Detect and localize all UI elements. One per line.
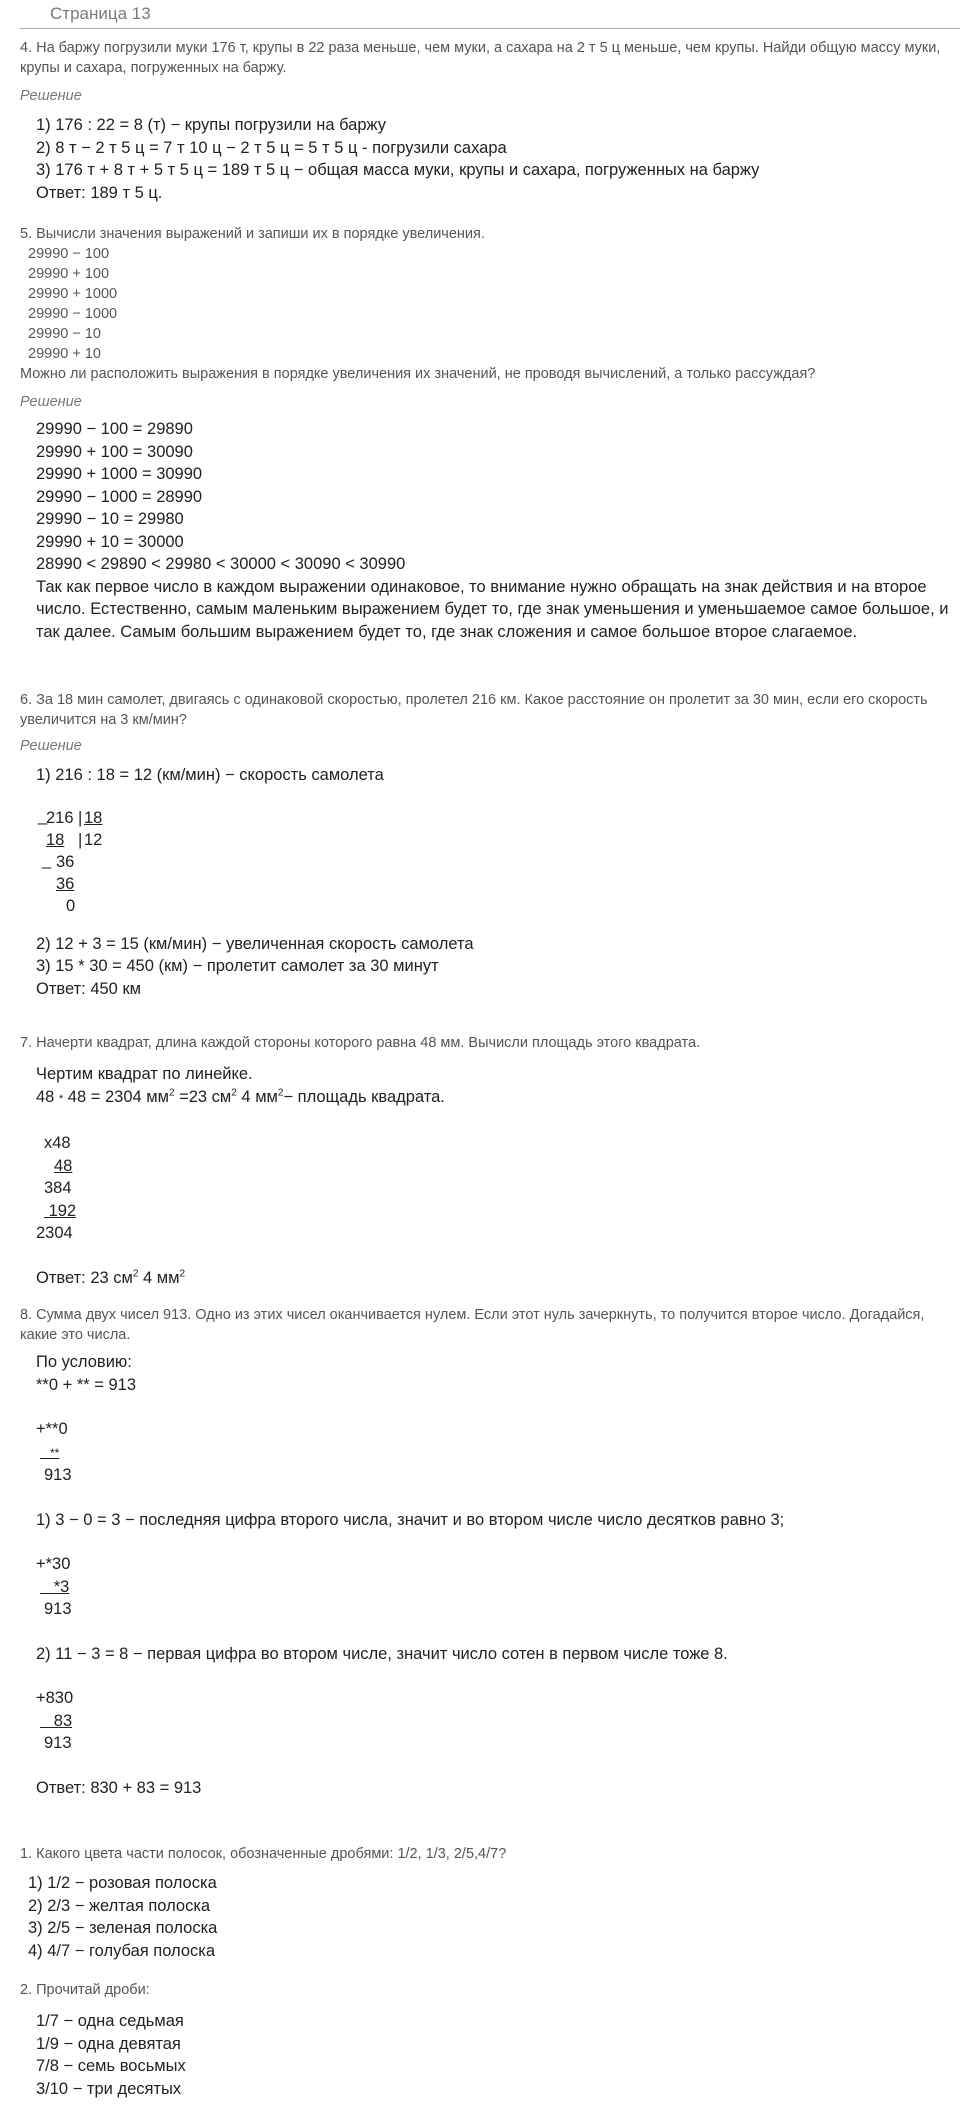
solution-line: Чертим квадрат по линейке. (36, 1065, 253, 1083)
remainder: 0 (66, 896, 76, 915)
page (20, 0, 960, 2098)
column-row: +**0 (36, 1420, 68, 1438)
solution-line: 3) 15 * 30 = 450 (км) − пролетит самолет за 30 минут (36, 957, 439, 975)
long-division: _ 216 | 18 18 | 12 _ 36 36 0 (38, 806, 103, 915)
divisor: 18 (84, 808, 103, 827)
mult-row: 48 (54, 1156, 73, 1175)
solution-line: 29990 − 100 = 29890 (36, 420, 193, 438)
column-row: +*30 (36, 1555, 71, 1573)
answer-line: Ответ: 189 т 5 ц. (36, 183, 163, 202)
solution-line: 2) 11 − 3 = 8 − первая цифра во втором числе, значит число сотен в первом числе тоже 8. (36, 1644, 728, 1663)
solution-line: 1) 216 : 18 = 12 (км/мин) − скорость самолета (36, 766, 384, 784)
solution-line: 29990 + 10 = 30000 (36, 532, 184, 551)
task-8 (20, 1305, 960, 1799)
quotient: 12 (84, 830, 103, 849)
task-6-text: 6. За 18 мин самолет, двигаясь с одинаковой скоростью, пролетел 216 км. Какое расстояние он пролетит за 30 мин, если его скорость увеличится на 3 км/мин? (20, 692, 928, 728)
answer-line: Ответ: 830 + 83 = 913 (36, 1778, 202, 1797)
mult-row: x48 (44, 1134, 71, 1152)
expression: 29990 + 1000 (28, 286, 118, 302)
column-row: 913 (44, 1600, 72, 1618)
question-2 (20, 1980, 960, 2100)
solution-line: 29990 − 10 = 29980 (36, 510, 184, 528)
column-row: *3 (53, 1577, 70, 1596)
answer-line: Ответ: 450 км (36, 979, 142, 998)
answer-line: 1/7 − одна седьмая (36, 2012, 184, 2030)
condition-eq: **0 + ** = 913 (36, 1375, 136, 1394)
task-8-text: 8. Сумма двух чисел 913. Одно из этих чисел оканчивается нулем. Если этот нуль зачеркнуть, то получится второе число. Догадайся, какие это числа. (20, 1307, 925, 1343)
expression: 29990 − 10 (28, 326, 101, 342)
answer-line: 1/9 − одна девятая (36, 2034, 181, 2053)
page-title: Страница 13 (20, 0, 960, 29)
answer-line: 7/8 − семь восьмых (36, 2057, 186, 2075)
task-7 (20, 1033, 960, 1289)
expression: 29990 − 100 (28, 246, 110, 262)
question-1-text: 1. Какого цвета части полосок, обозначенные дробями: 1/2, 1/3, 2/5,4/7? (20, 1846, 507, 1862)
ordering-line: 28990 < 29890 < 29980 < 30000 < 30090 < 30990 (36, 555, 406, 573)
solution-line: 29990 − 1000 = 28990 (36, 487, 203, 506)
question-2-text: 2. Прочитай дроби: (20, 1982, 150, 1998)
answer-line: 3) 2/5 − зеленая полоска (28, 1919, 218, 1937)
mult-row: 384 (44, 1179, 72, 1197)
answer-line: 4) 4/7 − голубая полоска (28, 1941, 216, 1960)
subtrahend: 18 (46, 830, 65, 849)
solution-label: Решение (20, 394, 82, 410)
dividend: 216 (46, 808, 74, 827)
solution-line: 1) 176 : 22 = 8 (т) − крупы погрузили на баржу (36, 116, 386, 134)
task-5-question: Можно ли расположить выражения в порядке увеличения их значений, не проводя вычислений, а только рассуждая? (20, 366, 816, 382)
answer-line: 2) 2/3 − желтая полоска (28, 1896, 211, 1915)
task-5 (20, 224, 960, 643)
mult-row: 2304 (36, 1224, 73, 1242)
expression: 29990 + 100 (28, 266, 110, 282)
remainder: 36 (56, 852, 75, 871)
explanation: Так как первое число в каждом выражении одинаковое, то внимание нужно обращать на знак действия и на второе число. Естественно, самым маленьким выражением будет то, где знак уменьшения и уменьшаемое самое большое, и так далее. Самым большим выражением будет то, где знак сложения и самое большое второе слагаемое. (36, 577, 949, 641)
column-row: 83 (53, 1711, 73, 1730)
expression: 29990 − 1000 (28, 306, 118, 322)
column-row: +830 (36, 1689, 74, 1707)
question-1 (20, 1844, 960, 1962)
subtrahend: 36 (56, 874, 75, 893)
task-6 (20, 690, 960, 1000)
task-4 (20, 38, 960, 204)
solution-line: 2) 12 + 3 = 15 (км/мин) − увеличенная скорость самолета (36, 934, 474, 953)
area-line: 48 * 48 = 2304 $мм^2 =23$ $см^2$ 4 $мм^2-$ площадь квадрата. (36, 1087, 445, 1106)
column-row: 913 (44, 1466, 72, 1484)
solution-label: Решение (20, 738, 82, 754)
answer-line: 1) 1/2 − розовая полоска (28, 1874, 217, 1892)
task-5-text: 5. Вычисли значения выражений и запиши их в порядке увеличения. (20, 226, 485, 242)
solution-line: 3) 176 т + 8 т + 5 т 5 ц = 189 т 5 ц − общая масса муки, крупы и сахара, погруженных на баржу (36, 161, 760, 179)
expression: 29990 + 10 (28, 346, 101, 362)
task-7-text: 7. Начерти квадрат, длина каждой стороны которого равна 48 мм. Вычисли площадь этого квадрата. (20, 1035, 701, 1051)
solution-line: 2) 8 т − 2 т 5 ц = 7 т 10 ц − 2 т 5 ц = 5 т 5 ц - погрузили сахара (36, 138, 507, 157)
task-4-text: 4. На баржу погрузили муки 176 т, крупы в 22 раза меньше, чем муки, а сахара на 2 т 5 ц меньше, чем крупы. Найди общую массу муки, крупы и сахара, погруженных на баржу. (20, 40, 941, 76)
solution-label: Решение (20, 88, 82, 104)
answer-line: Ответ: 23 $см^2$ 4 $мм^2$ (36, 1268, 186, 1287)
mult-row: 192 (48, 1201, 77, 1220)
solution-line: 29990 + 100 = 30090 (36, 442, 193, 461)
solution-line: 1) 3 − 0 = 3 − последняя цифра второго числа, значит и во втором числе число десятков равно 3; (36, 1510, 785, 1529)
column-row: 913 (44, 1734, 72, 1752)
condition-label: По условию: (36, 1353, 132, 1371)
solution-line: 29990 + 1000 = 30990 (36, 465, 203, 483)
answer-line: 3/10 − три десятых (36, 2079, 182, 2098)
column-row: ** (50, 1445, 60, 1460)
